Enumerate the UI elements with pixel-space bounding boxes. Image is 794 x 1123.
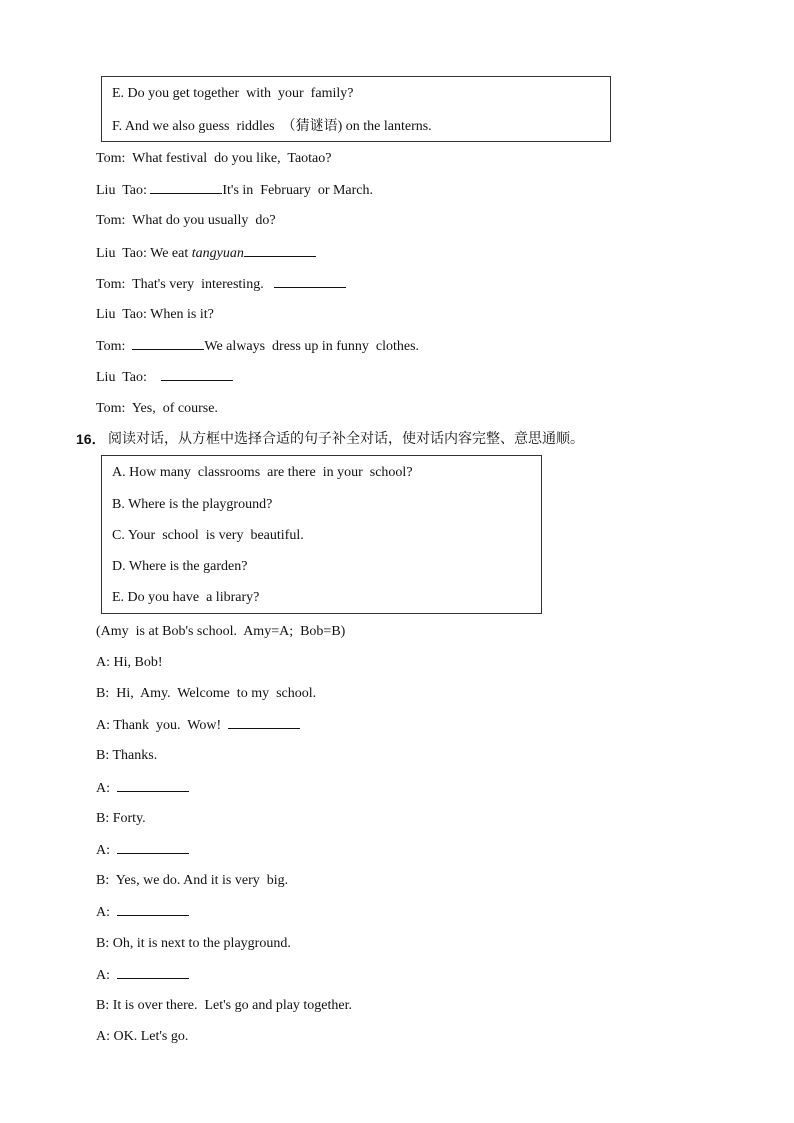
dialogue1-line-7 (96, 336, 419, 356)
answer-blank[interactable] (244, 243, 316, 257)
answer-blank[interactable] (228, 715, 300, 729)
line-text: We always dress up in funny clothes. (204, 339, 420, 354)
speaker: A: (96, 968, 117, 983)
dialogue2-line-13: A: OK. Let's go. (96, 1029, 189, 1044)
dialogue2-line-12: B: It is over there. Let's go and play together. (96, 998, 353, 1013)
dialogue2-line-2: B: Hi, Amy. Welcome to my school. (96, 686, 317, 701)
dialogue2-line-10: B: Oh, it is next to the playground. (96, 936, 291, 951)
option-f-chinese: 猜谜语 (295, 118, 338, 134)
option-d-text: D. Where is the garden? (112, 559, 248, 574)
dialogue2-line-4: B: Thanks. (96, 748, 158, 763)
answer-blank[interactable] (150, 180, 222, 194)
answer-blank[interactable] (274, 274, 346, 288)
speaker: Liu Tao: (96, 370, 161, 385)
dialogue1-line-4 (96, 243, 316, 263)
speaker: A: (96, 781, 117, 796)
option-e-text: E. Do you get together with your family? (112, 86, 354, 101)
line-text: It's in February or March. (222, 183, 374, 198)
answer-blank[interactable] (132, 336, 204, 350)
dialogue2-line-9 (96, 902, 189, 922)
dialogue1-line-9: Tom: Yes, of course. (96, 401, 218, 416)
answer-blank[interactable] (117, 965, 189, 979)
option-a-text: A. How many classrooms are there in your school? (112, 465, 413, 480)
dialogue1-line-8 (96, 367, 233, 387)
line-text: Tom: That's very interesting. (96, 277, 275, 292)
option-c-text: C. Your school is very beautiful. (112, 528, 304, 543)
option-f-post: ) on the lanterns. (337, 119, 432, 134)
dialogue1-line-5 (96, 274, 346, 294)
speaker: A: (96, 843, 117, 858)
dialogue2-line-5 (96, 778, 189, 798)
line-text: Liu Tao: We eat (96, 246, 192, 261)
answer-blank[interactable] (117, 778, 189, 792)
options-box-1 (101, 76, 611, 142)
option-f-line (112, 116, 432, 136)
question-number: 16． (76, 431, 106, 447)
answer-blank[interactable] (117, 840, 189, 854)
dialogue1-line-3: Tom: What do you usually do? (96, 213, 276, 228)
italic-word: tangyuan (191, 246, 244, 261)
question-instruction: 阅读对话，从方框中选择合适的句子补全对话，使对话内容完整、意思通顺。 (108, 431, 584, 447)
answer-blank[interactable] (117, 902, 189, 916)
speaker: Liu Tao: (96, 183, 151, 198)
dialogue2-context: (Amy is at Bob's school. Amy=A; Bob=B) (96, 624, 346, 639)
dialogue2-line-7 (96, 840, 189, 860)
dialogue1-line-2 (96, 180, 373, 200)
dialogue2-line-11 (96, 965, 189, 985)
dialogue2-line-6: B: Forty. (96, 811, 146, 826)
dialogue1-line-1: Tom: What festival do you like, Taotao? (96, 151, 332, 166)
dialogue2-line-3 (96, 715, 300, 735)
option-e-text: E. Do you have a library? (112, 590, 260, 605)
answer-blank[interactable] (161, 367, 233, 381)
speaker: Tom: (96, 339, 133, 354)
dialogue1-line-6: Liu Tao: When is it? (96, 307, 214, 322)
speaker: A: (96, 905, 117, 920)
line-text: A: Thank you. Wow! (96, 718, 229, 733)
dialogue2-line-1: A: Hi, Bob! (96, 655, 163, 670)
option-b-text: B. Where is the playground? (112, 497, 273, 512)
option-f-pre: F. And we also guess riddles （ (112, 119, 296, 134)
dialogue2-line-8: B: Yes, we do. And it is very big. (96, 873, 289, 888)
options-box-2 (101, 455, 542, 614)
